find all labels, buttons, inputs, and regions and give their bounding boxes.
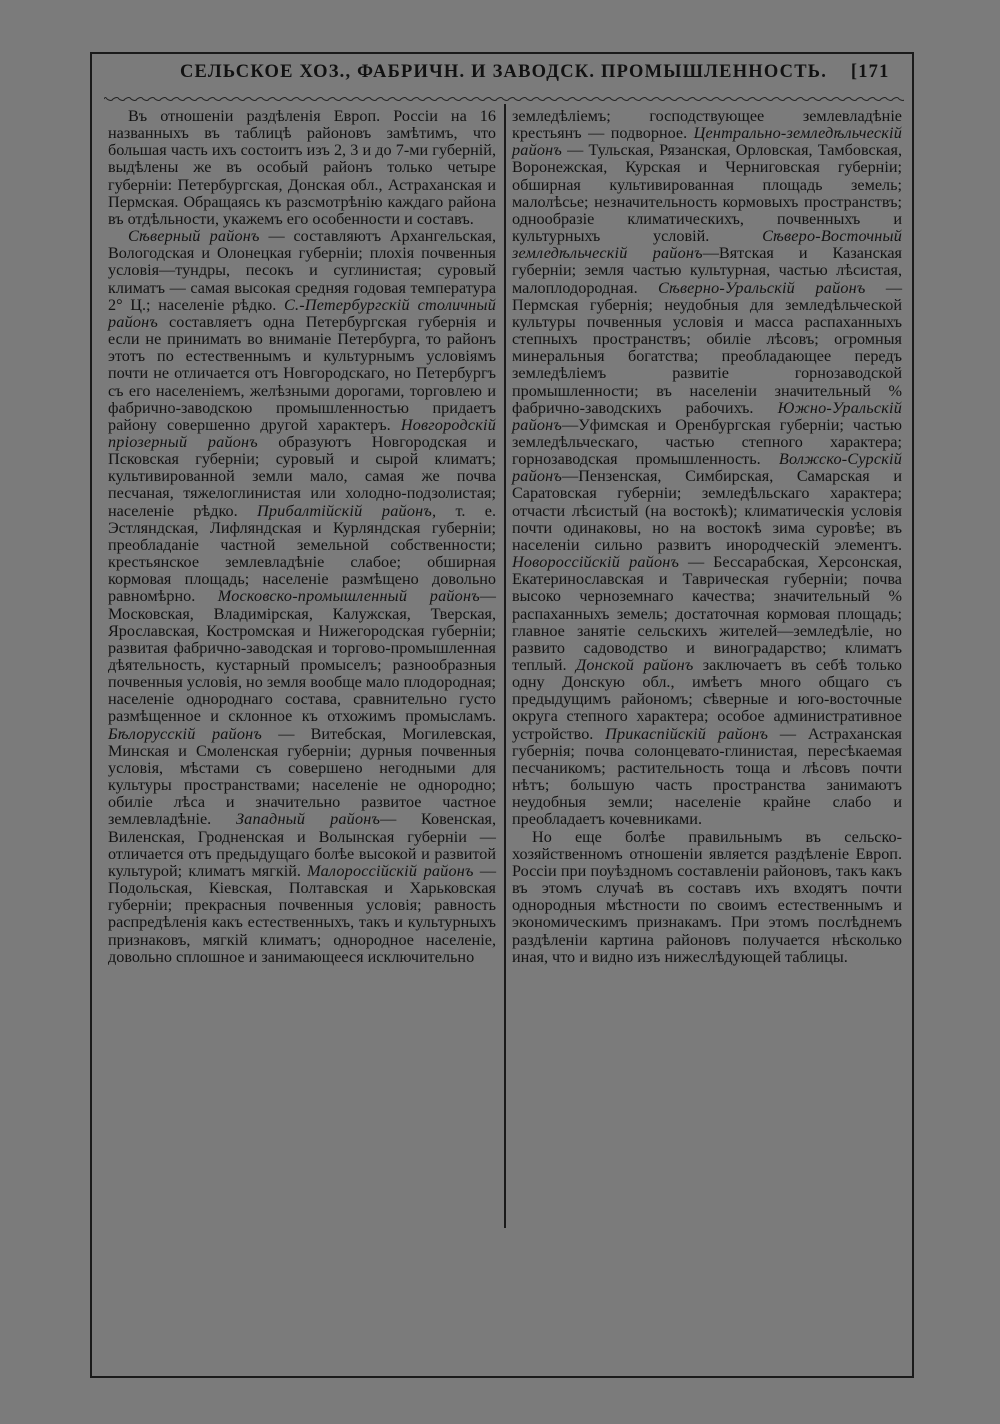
- region-text: — Пермская губернія; неудобныя для земледѣльческой культуры почвенныя условія и масса распаханныхъ степныхъ пространствъ; обиліе лѣсовъ; огромныя минеральныя богатства; преобладающее передъ земледѣліемъ развитіе горнозаводской промышленности; въ населеніи значительный % фабрично-заводскихъ рабочихъ.: [512, 278, 902, 417]
- left-column: [108, 108, 496, 966]
- region-name: Прибалтійскій районъ,: [257, 501, 437, 520]
- region-name: Сѣверо-Восточный земледѣльческій районъ: [512, 227, 902, 263]
- region-text: —Уфимская и Оренбургская губерніи; частью земледѣльческаго, частью степного характера; горнозаводская промышленность.: [512, 415, 902, 469]
- paragraph-intro: Въ отношеніи раздѣленія Европ. Россіи на 16 названныхъ въ таблицѣ районовъ замѣтимъ, что большая часть ихъ состоитъ изъ 2, 3 и до 7-ми губерній, выдѣлены же въ особый районъ только четыре губерніи: Петербургская, Донская обл., Астраханская и Пермская. Обращаясь къ разсмотрѣнію каждаго района въ отдѣльности, укажемъ его особенности и составъ.: [108, 107, 496, 228]
- region-text: т. е. Эстляндская, Лифляндская и Курляндская губерніи; преобладаніе частной земельной собственности; крестьянское землевладѣніе слабое; обширная кормовая площадь; населеніе размѣщено довольно равномѣрно.: [108, 501, 497, 606]
- region-text: —Пензенская, Симбирская, Самарская и Саратовская губерніи; земледѣльскаго характера; отчасти лѣсистый (на востокѣ); климатическія условія почти одинаковы, но на востокѣ зима суровѣе; въ населеніи сильно развитъ инородческій элементъ.: [512, 467, 902, 554]
- page-number: [171: [850, 62, 890, 82]
- region-name: Западный районъ: [235, 810, 381, 829]
- region-name: Центрально-земледѣльческій районъ: [512, 124, 902, 160]
- region-text: — Ковенская, Виленская, Гродненская и Волынская губерніи — отличается отъ предыдущаго болѣе высокой и развитой культурой; климатъ мягкій.: [108, 810, 496, 880]
- paragraph-regions-left: [108, 228, 496, 966]
- header-title: СЕЛЬСКОЕ ХОЗ., ФАБРИЧН. И ЗАВОДСК. ПРОМЫШЛЕННОСТЬ.: [180, 62, 828, 82]
- region-name: Донской районъ: [575, 656, 694, 674]
- right-column: [512, 108, 902, 966]
- region-text: — Астраханская губернія; почва солонцевато-глинистая, пересѣкаемая песчаникомъ; растительность тоща и лѣсовъ почти нѣтъ; большую часть пространства занимаютъ неудобныя земли; населеніе крайне слабо и преобладаетъ кочевниками.: [512, 724, 903, 829]
- region-name: Сѣверный районъ: [128, 227, 260, 246]
- region-name: Южно-Уральскій районъ: [512, 398, 902, 434]
- region-name: С.-Петербургскій столичный районъ: [108, 295, 496, 331]
- region-text: — Бессарабская, Херсонская, Екатеринославская и Таврическая губерніи; почва высоко черноземнаго качества; значительный % распаханныхъ земель; достаточная кормовая площадь; главное занятіе сельскихъ жителей—земледѣліе, но развито садоводство и виноградарство; климатъ теплый.: [512, 553, 902, 674]
- region-name: Прикаспійскій районъ: [605, 724, 769, 743]
- region-text: — Витебская, Могилевская, Минская и Смоленская губерніи; дурныя почвенныя условія, мѣстами съ совершено негодными для культуры пространствами; населеніе не однородно; обиліе лѣса и значительно развитое частное землевладѣніе.: [108, 724, 496, 829]
- region-text: заключаетъ въ себѣ только одну Донскую обл., имѣетъ много общаго съ предыдущимъ райономъ; сѣверные и юго-восточные округа степного характера; особое административное устройство.: [512, 656, 902, 743]
- region-name: Московско-промышленный районъ: [217, 587, 480, 606]
- region-name: Новгородскій пріозерный районъ: [108, 415, 496, 451]
- region-text: —Московская, Владимірская, Калужская, Тверская, Ярославская, Костромская и Нижегородская губерніи; развитая фабрично-заводская и торгово-промышленная дѣятельность, кустарный промыселъ; разнообразныя почвенныя условія, но земля вообще мало плодородная; населеніе однороднаго состава, сравнительно густо размѣщенное и склонное къ отхожимъ промысламъ.: [108, 587, 497, 726]
- region-name: Бѣлорусскій районъ: [108, 724, 262, 743]
- region-text: земледѣліемъ; господствующее землевладѣніе крестьянъ — подворное.: [512, 107, 902, 143]
- wavy-rule: [104, 95, 904, 103]
- paragraph-regions-right: [512, 108, 902, 829]
- region-name: Волжско-Сурскій районъ: [512, 450, 902, 486]
- region-name: Новороссійскій районъ: [512, 553, 680, 572]
- region-name: Малороссійскій районъ: [307, 861, 474, 880]
- column-divider: [504, 104, 506, 1228]
- region-text: —Вятская и Казанская губерніи; земля частью культурная, частью лѣсистая, малоплодородная.: [512, 244, 902, 297]
- region-text: образуютъ Новгородская и Псковская губерніи; суровый и сырой климатъ; культивированной земли мало, самая же почва песчаная, тяжелоглинистая или холодно-подзолистая; населеніе рѣдко.: [108, 432, 496, 520]
- running-header: [180, 62, 900, 92]
- region-text: — Тульская, Рязанская, Орловская, Тамбовская, Воронежская, Курская и Черниговская губерніи; обширная культивированная площадь земель; малолѣсье; незначительность кормовыхъ пространствъ; однообразіе климатическихъ, почвенныхъ и культурныхъ условій.: [512, 141, 902, 246]
- region-name: Сѣверно-Уральскій районъ: [657, 278, 866, 297]
- region-text: — Подольская, Кіевская, Полтавская и Харьковская губерніи; прекрасныя почвенныя условія; равность распредѣленія какъ естественныхъ, такъ и культурныхъ признаковъ, мягкій климатъ; однородное населеніе, довольно сплошное и занимающееся исключительно: [108, 861, 496, 966]
- paragraph-conclusion: Но еще болѣе правильнымъ въ сельско-хозяйственномъ отношеніи является раздѣленіе Европ. Россіи при поуѣздномъ составленіи районовъ, такъ какъ въ этомъ случаѣ въ составъ ихъ входятъ почти однородныя мѣстности по своимъ естественнымъ и экономическимъ признакамъ. При этомъ послѣднемъ раздѣленіи картина районовъ получается нѣсколько иная, что и видно изъ нижеслѣдующей таблицы.: [512, 827, 902, 966]
- region-text: составляетъ одна Петербургская губернія и если не принимать во вниманіе Петербурга, то районъ этотъ по естественнымъ и культурнымъ условіямъ почти не отличается отъ Новгородскаго, но Петербургъ съ его населеніемъ, желѣзными дорогами, торговлею и фабрично-заводскою промышленностью придаетъ району совершенно другой характеръ.: [108, 312, 496, 434]
- region-text: — составляютъ Архангельская, Вологодская и Олонецкая губерніи; плохія почвенныя условія—тундры, песокъ и суглинистая; суровый климатъ — самая высокая средняя годовая температура 2° Ц.; населеніе рѣдко.: [108, 227, 497, 314]
